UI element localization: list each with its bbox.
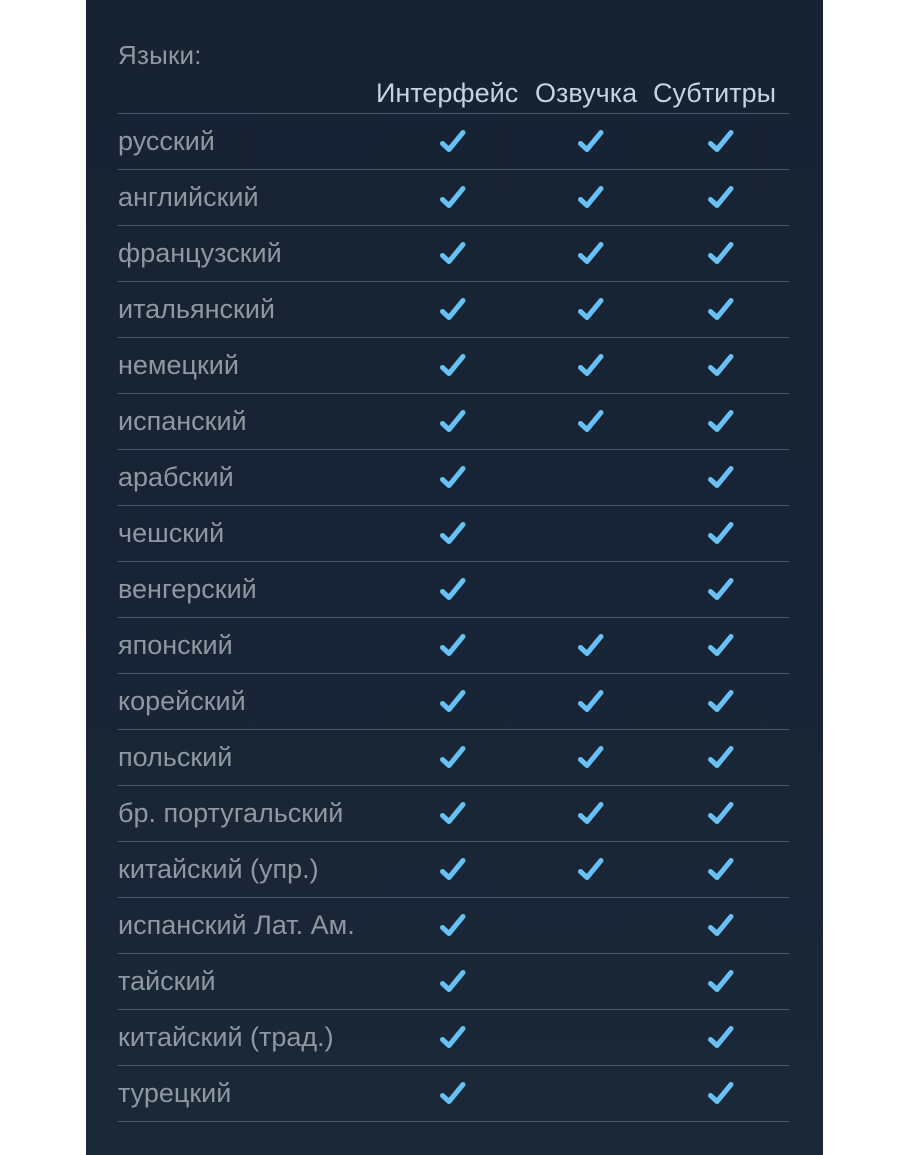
checkmark-icon xyxy=(708,577,734,603)
table-row xyxy=(118,562,789,618)
languages-table-header xyxy=(118,78,789,114)
checkmark-icon xyxy=(440,913,466,939)
language-name: итальянский xyxy=(118,294,275,324)
language-name: арабский xyxy=(118,462,234,492)
checkmark-icon xyxy=(578,241,604,267)
checkmark-icon xyxy=(578,353,604,379)
checkmark-icon xyxy=(708,241,734,267)
column-header-interface: Интерфейс xyxy=(376,78,519,108)
table-row xyxy=(118,954,789,1010)
checkmark-icon xyxy=(708,857,734,883)
checkmark-icon xyxy=(440,577,466,603)
language-name: испанский Лат. Ам. xyxy=(118,910,355,940)
table-row xyxy=(118,674,789,730)
language-name: английский xyxy=(118,182,259,212)
language-name: китайский (упр.) xyxy=(118,854,319,884)
checkmark-icon xyxy=(440,353,466,379)
table-row xyxy=(118,394,789,450)
language-name: тайский xyxy=(118,966,216,996)
checkmark-icon xyxy=(578,185,604,211)
language-name: японский xyxy=(118,630,233,660)
language-name: чешский xyxy=(118,518,225,548)
language-name: китайский (трад.) xyxy=(118,1022,334,1052)
checkmark-icon xyxy=(708,969,734,995)
language-name: турецкий xyxy=(118,1078,232,1108)
checkmark-icon xyxy=(578,129,604,155)
checkmark-icon xyxy=(578,857,604,883)
checkmark-icon xyxy=(440,297,466,323)
language-name: немецкий xyxy=(118,350,239,380)
checkmark-icon xyxy=(578,689,604,715)
checkmark-icon xyxy=(708,745,734,771)
language-name: французский xyxy=(118,238,282,268)
checkmark-icon xyxy=(708,521,734,547)
checkmark-icon xyxy=(440,465,466,491)
checkmark-icon xyxy=(440,633,466,659)
checkmark-icon xyxy=(708,185,734,211)
language-name: испанский xyxy=(118,406,247,436)
table-row xyxy=(118,226,789,282)
checkmark-icon xyxy=(578,297,604,323)
table-row xyxy=(118,618,789,674)
checkmark-icon xyxy=(708,633,734,659)
checkmark-icon xyxy=(440,689,466,715)
checkmark-icon xyxy=(440,857,466,883)
checkmark-icon xyxy=(578,801,604,827)
checkmark-icon xyxy=(708,913,734,939)
languages-panel xyxy=(86,0,823,1155)
languages-table-body xyxy=(118,114,789,1122)
column-header-audio: Озвучка xyxy=(535,78,638,108)
table-row xyxy=(118,170,789,226)
checkmark-icon xyxy=(708,129,734,155)
table-row xyxy=(118,786,789,842)
checkmark-icon xyxy=(578,745,604,771)
table-row xyxy=(118,842,789,898)
table-row xyxy=(118,1066,789,1122)
table-row xyxy=(118,338,789,394)
languages-table xyxy=(118,78,789,1122)
table-row xyxy=(118,506,789,562)
language-name: польский xyxy=(118,742,233,772)
checkmark-icon xyxy=(440,185,466,211)
checkmark-icon xyxy=(708,409,734,435)
table-row xyxy=(118,282,789,338)
table-row xyxy=(118,898,789,954)
table-row xyxy=(118,730,789,786)
language-name: венгерский xyxy=(118,574,257,604)
checkmark-icon xyxy=(708,801,734,827)
checkmark-icon xyxy=(708,1025,734,1051)
checkmark-icon xyxy=(708,1081,734,1107)
checkmark-icon xyxy=(440,521,466,547)
checkmark-icon xyxy=(440,969,466,995)
checkmark-icon xyxy=(578,633,604,659)
checkmark-icon xyxy=(440,1081,466,1107)
language-name: корейский xyxy=(118,686,246,716)
table-row xyxy=(118,450,789,506)
checkmark-icon xyxy=(708,353,734,379)
language-name: бр. португальский xyxy=(118,798,344,828)
checkmark-icon xyxy=(708,297,734,323)
checkmark-icon xyxy=(708,465,734,491)
checkmark-icon xyxy=(440,129,466,155)
language-name: русский xyxy=(118,126,215,156)
checkmark-icon xyxy=(440,409,466,435)
checkmark-icon xyxy=(440,1025,466,1051)
checkmark-icon xyxy=(578,409,604,435)
checkmark-icon xyxy=(440,801,466,827)
checkmark-icon xyxy=(708,689,734,715)
checkmark-icon xyxy=(440,745,466,771)
checkmark-icon xyxy=(440,241,466,267)
table-row xyxy=(118,114,789,170)
languages-heading: Языки: xyxy=(118,40,202,70)
table-row xyxy=(118,1010,789,1066)
column-header-subtitles: Субтитры xyxy=(653,78,777,108)
